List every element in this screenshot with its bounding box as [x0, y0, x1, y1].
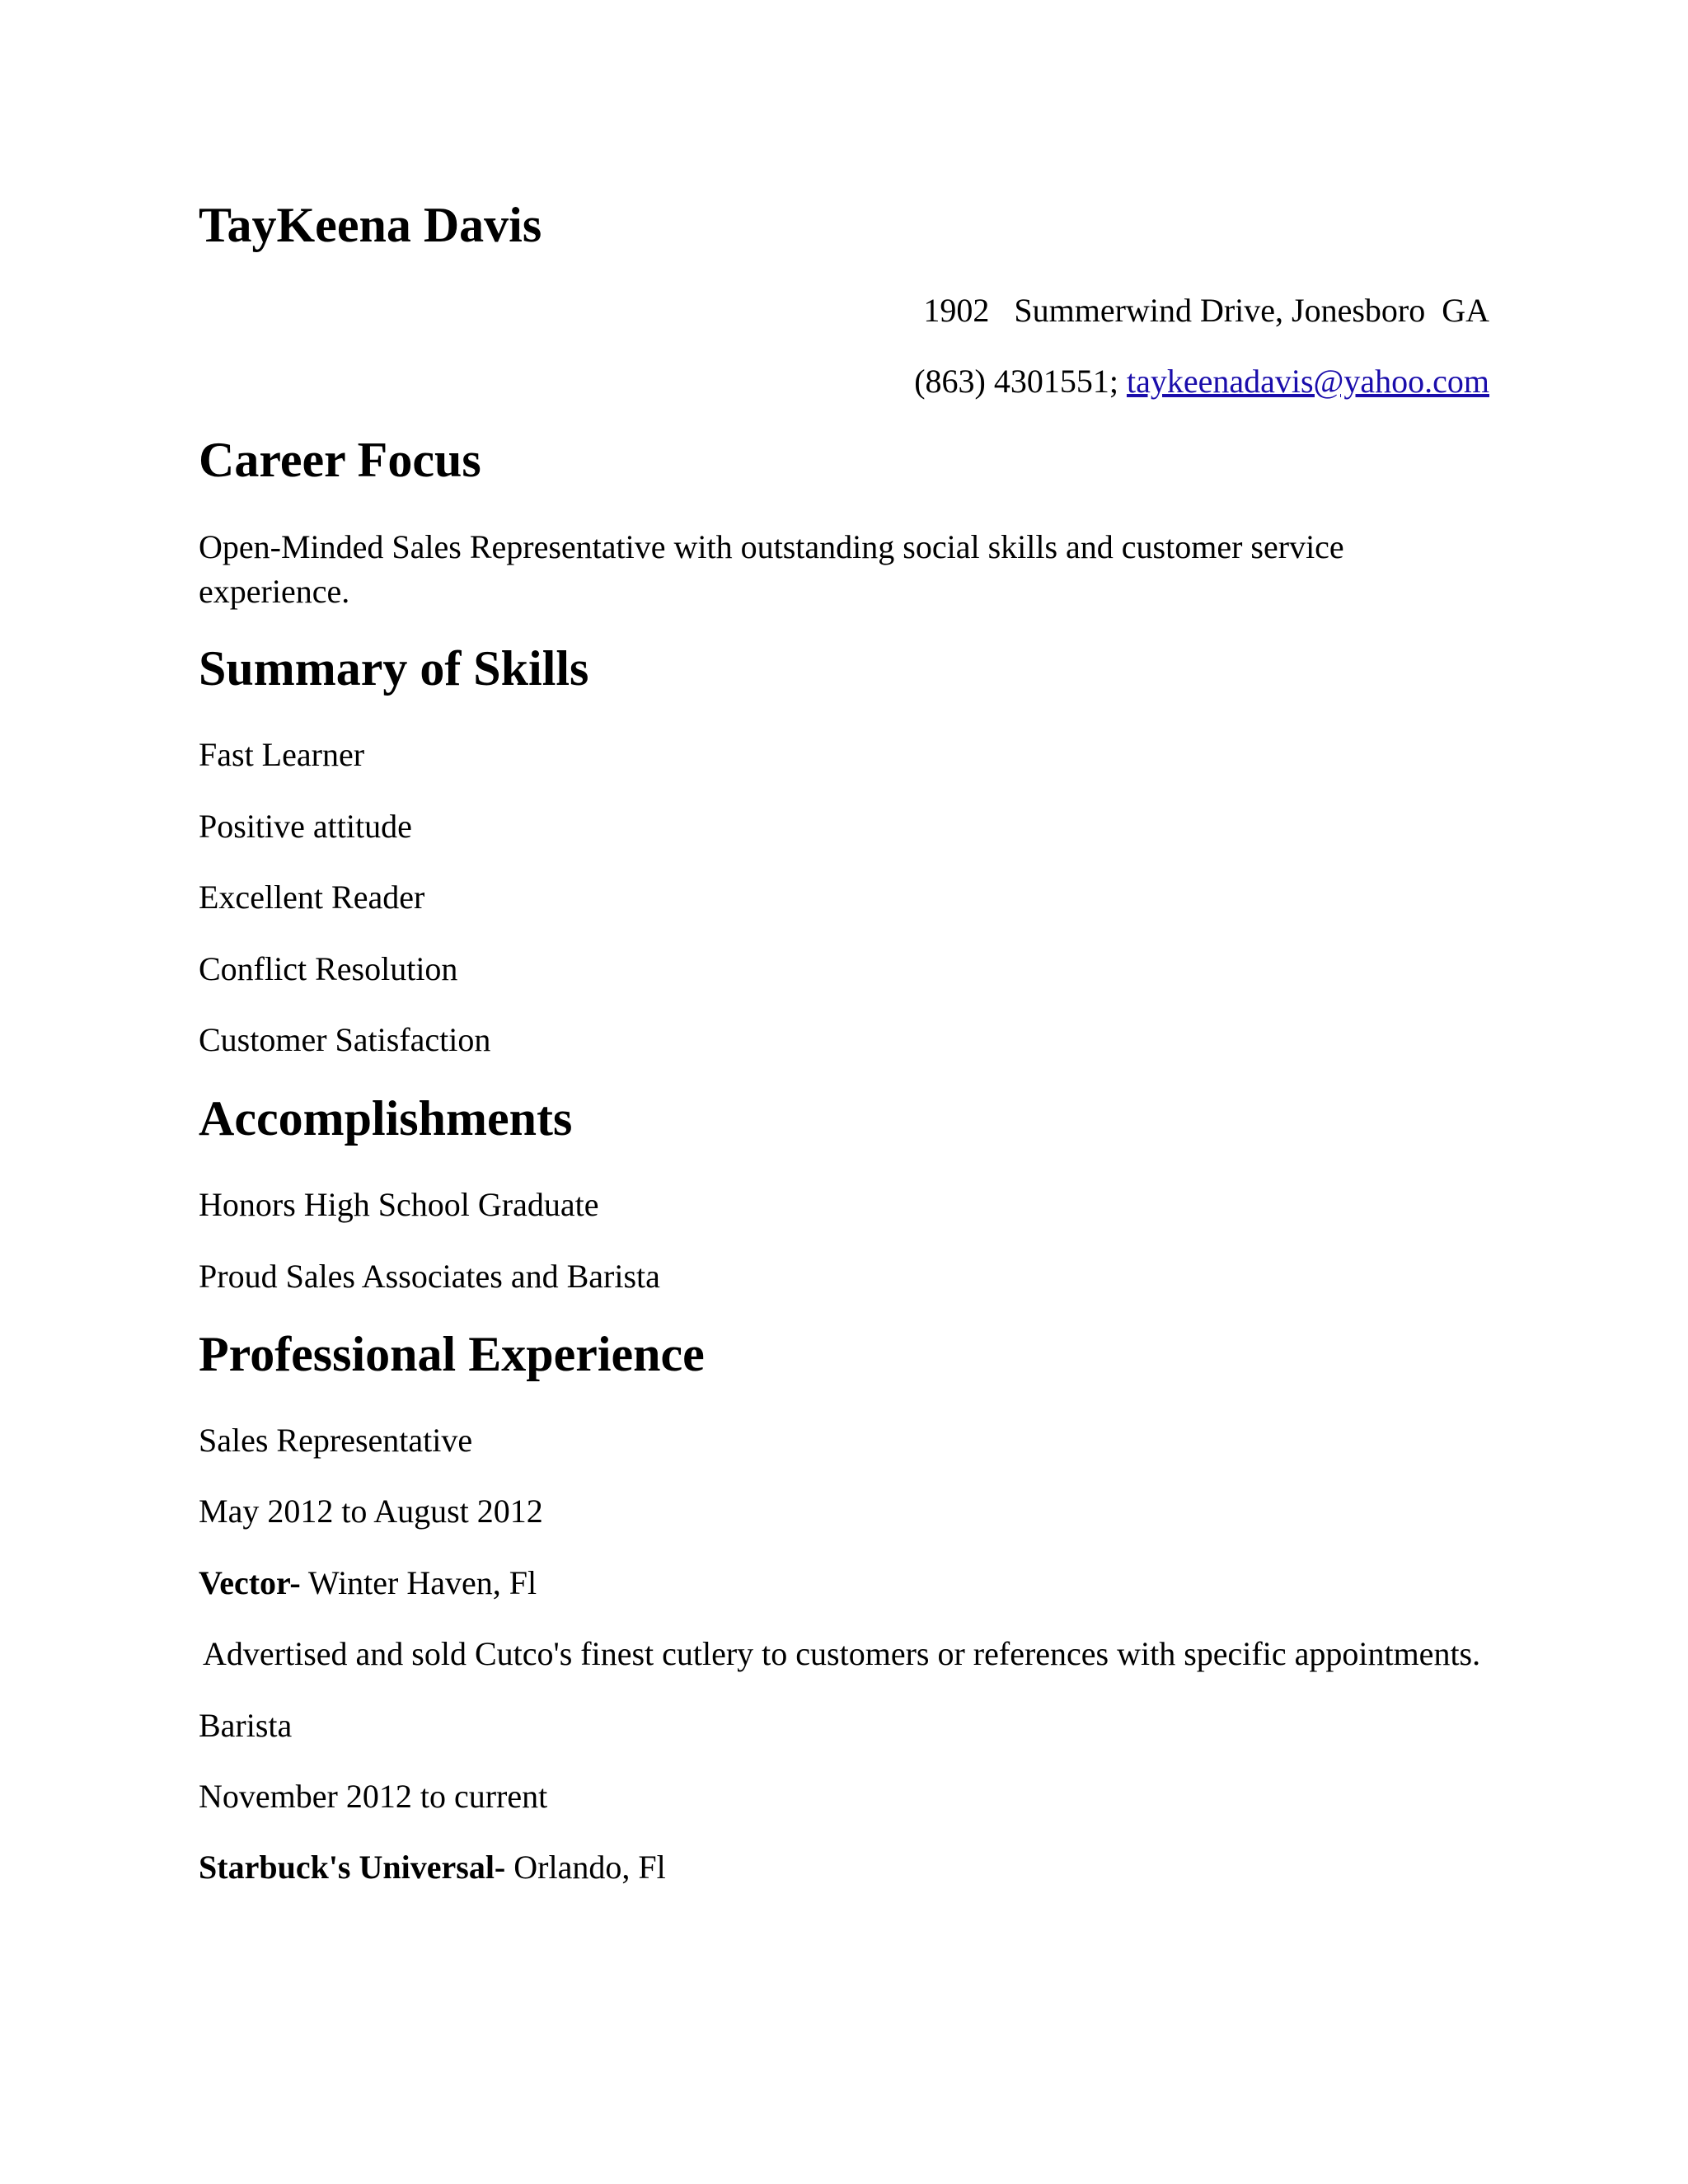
accomplishment-item: Proud Sales Associates and Barista	[199, 1258, 660, 1295]
address-line: 1902 Summerwind Drive, Jonesboro GA	[923, 292, 1489, 329]
accomplishments-heading: Accomplishments	[199, 1091, 573, 1146]
contact-line	[914, 362, 1489, 401]
skill-item: Conflict Resolution	[199, 950, 458, 987]
skills-heading: Summary of Skills	[199, 641, 589, 696]
career-focus-text: Open-Minded Sales Representative with outstanding social skills and customer service experience.	[199, 528, 1344, 610]
job-description: Advertised and sold Cutco's finest cutlery to customers or references with specific appointments.	[203, 1635, 1481, 1672]
job-employer	[199, 1563, 537, 1603]
company-name: Vector-	[199, 1564, 301, 1601]
job-title: Barista	[199, 1707, 293, 1744]
skill-item: Excellent Reader	[199, 879, 425, 916]
job-dates: November 2012 to current	[199, 1778, 548, 1815]
skill-item: Positive attitude	[199, 808, 412, 845]
experience-heading: Professional Experience	[199, 1327, 705, 1381]
applicant-name: TayKeena Davis	[199, 198, 542, 252]
phone-number: (863) 4301551;	[914, 363, 1127, 400]
job-employer	[199, 1848, 666, 1887]
accomplishment-item: Honors High School Graduate	[199, 1186, 599, 1223]
company-location: Orlando, Fl	[505, 1849, 666, 1886]
skill-item: Fast Learner	[199, 736, 365, 773]
company-name: Starbuck's Universal-	[199, 1849, 506, 1886]
skill-item: Customer Satisfaction	[199, 1021, 491, 1058]
job-title: Sales Representative	[199, 1422, 473, 1459]
company-location: Winter Haven, Fl	[300, 1564, 537, 1601]
career-focus-heading: Career Focus	[199, 433, 481, 487]
job-dates: May 2012 to August 2012	[199, 1493, 543, 1530]
email-link[interactable]: taykeenadavis@yahoo.com	[1126, 363, 1489, 400]
